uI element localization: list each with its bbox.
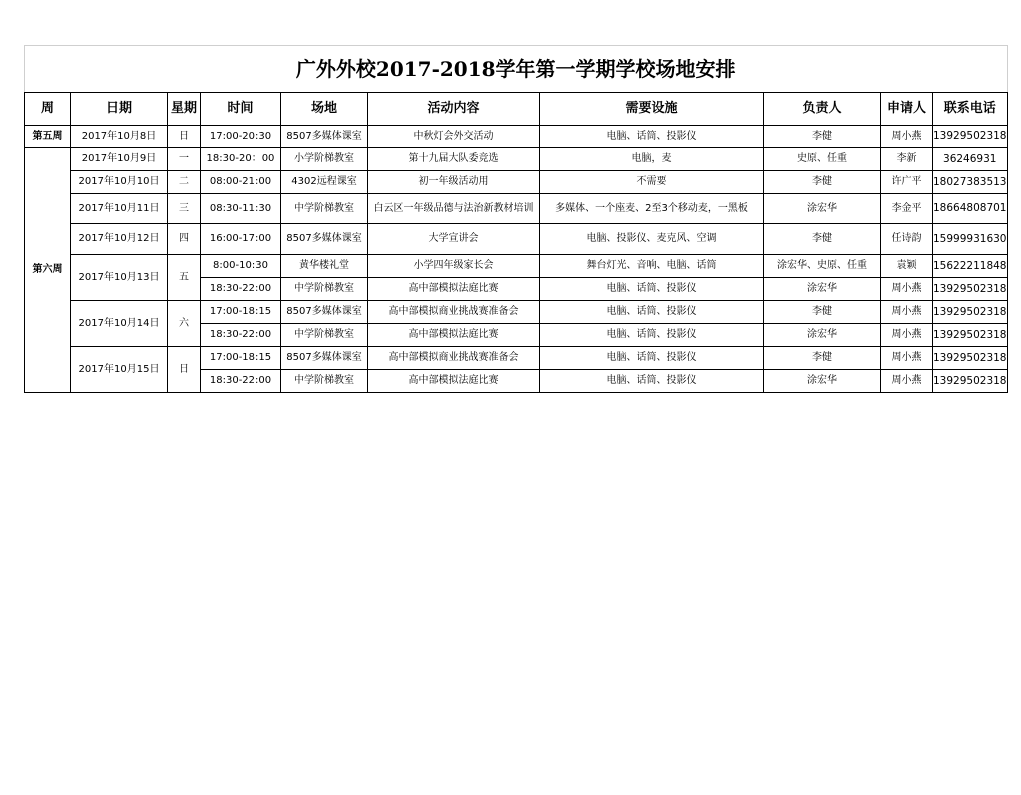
weekday-cell: 六: [168, 301, 201, 347]
table-row: [25, 224, 1008, 255]
manager-cell: 李健: [764, 347, 881, 370]
activity-cell: 白云区一年级品德与法治新教材培训: [368, 194, 540, 224]
manager-cell: 涂宏华: [764, 324, 881, 347]
col-header-phone: 联系电话: [933, 93, 1008, 126]
venue-cell: 4302远程课室: [281, 171, 368, 194]
facilities-cell: 多媒体、一个座麦、2至3个移动麦，一黑板: [540, 194, 764, 224]
activity-cell: 高中部模拟法庭比赛: [368, 324, 540, 347]
venue-cell: 8507多媒体课室: [281, 347, 368, 370]
applicant-cell: 周小燕: [881, 278, 933, 301]
manager-cell: 李健: [764, 171, 881, 194]
facilities-cell: 电脑、话筒、投影仪: [540, 278, 764, 301]
facilities-cell: 电脑、话筒、投影仪: [540, 126, 764, 148]
weekday-cell: 三: [168, 194, 201, 224]
venue-cell: 小学阶梯教室: [281, 148, 368, 171]
manager-cell: 史原、任重: [764, 148, 881, 171]
activity-cell: 高中部模拟法庭比赛: [368, 278, 540, 301]
time-cell: 18:30-22:00: [201, 324, 281, 347]
activity-cell: 大学宣讲会: [368, 224, 540, 255]
col-header-manager: 负责人: [764, 93, 881, 126]
applicant-cell: 周小燕: [881, 370, 933, 393]
phone-cell: 18027383513: [933, 171, 1008, 194]
manager-cell: 李健: [764, 301, 881, 324]
manager-cell: 涂宏华: [764, 194, 881, 224]
page-title: 广外外校2017-2018学年第一学期学校场地安排: [25, 46, 1008, 93]
facilities-cell: 电脑、话筒、投影仪: [540, 347, 764, 370]
facilities-cell: 不需要: [540, 171, 764, 194]
table-row: [25, 347, 1008, 370]
venue-cell: 中学阶梯教室: [281, 370, 368, 393]
activity-cell: 初一年级活动用: [368, 171, 540, 194]
week-cell: 第五周: [25, 126, 71, 148]
phone-cell: 13929502318: [933, 301, 1008, 324]
phone-cell: 15622211848: [933, 255, 1008, 278]
date-cell: 2017年10月8日: [71, 126, 168, 148]
table-row: [25, 171, 1008, 194]
manager-cell: 涂宏华: [764, 278, 881, 301]
weekday-cell: 四: [168, 224, 201, 255]
date-cell: 2017年10月10日: [71, 171, 168, 194]
applicant-cell: 袁颖: [881, 255, 933, 278]
venue-cell: 8507多媒体课室: [281, 301, 368, 324]
time-cell: 17:00-20:30: [201, 126, 281, 148]
time-cell: 17:00-18:15: [201, 347, 281, 370]
facilities-cell: 电脑、话筒、投影仪: [540, 324, 764, 347]
col-header-applicant: 申请人: [881, 93, 933, 126]
venue-cell: 中学阶梯教室: [281, 278, 368, 301]
col-header-week: 周: [25, 93, 71, 126]
applicant-cell: 许广平: [881, 171, 933, 194]
phone-cell: 13929502318: [933, 347, 1008, 370]
weekday-cell: 五: [168, 255, 201, 301]
manager-cell: 涂宏华、史原、任重: [764, 255, 881, 278]
applicant-cell: 周小燕: [881, 324, 933, 347]
header-row: [25, 93, 1008, 126]
facilities-cell: 电脑、投影仪、麦克风、空调: [540, 224, 764, 255]
table-row: [25, 194, 1008, 224]
schedule-sheet: [24, 45, 1008, 393]
manager-cell: 涂宏华: [764, 370, 881, 393]
activity-cell: 高中部模拟商业挑战赛准备会: [368, 347, 540, 370]
manager-cell: 李健: [764, 126, 881, 148]
time-cell: 18:30-20：00: [201, 148, 281, 171]
venue-cell: 8507多媒体课室: [281, 126, 368, 148]
col-header-time: 时间: [201, 93, 281, 126]
manager-cell: 李健: [764, 224, 881, 255]
date-cell: 2017年10月9日: [71, 148, 168, 171]
venue-schedule-table: [24, 45, 1008, 393]
venue-cell: 黄华楼礼堂: [281, 255, 368, 278]
activity-cell: 第十九届大队委竞选: [368, 148, 540, 171]
venue-cell: 中学阶梯教室: [281, 324, 368, 347]
week-cell: 第六周: [25, 148, 71, 393]
facilities-cell: 舞台灯光、音响、电脑、话筒: [540, 255, 764, 278]
date-cell: 2017年10月15日: [71, 347, 168, 393]
col-header-venue: 场地: [281, 93, 368, 126]
table-row: [25, 255, 1008, 278]
phone-cell: 18664808701: [933, 194, 1008, 224]
col-header-activity: 活动内容: [368, 93, 540, 126]
phone-cell: 15999931630: [933, 224, 1008, 255]
weekday-cell: 日: [168, 126, 201, 148]
time-cell: 17:00-18:15: [201, 301, 281, 324]
date-cell: 2017年10月13日: [71, 255, 168, 301]
date-cell: 2017年10月14日: [71, 301, 168, 347]
time-cell: 08:00-21:00: [201, 171, 281, 194]
activity-cell: 高中部模拟商业挑战赛准备会: [368, 301, 540, 324]
weekday-cell: 一: [168, 148, 201, 171]
time-cell: 18:30-22:00: [201, 278, 281, 301]
col-header-weekday: 星期: [168, 93, 201, 126]
table-row: [25, 301, 1008, 324]
applicant-cell: 李金平: [881, 194, 933, 224]
time-cell: 18:30-22:00: [201, 370, 281, 393]
table-row: [25, 126, 1008, 148]
venue-cell: 中学阶梯教室: [281, 194, 368, 224]
applicant-cell: 任诗韵: [881, 224, 933, 255]
facilities-cell: 电脑，麦: [540, 148, 764, 171]
phone-cell: 36246931: [933, 148, 1008, 171]
applicant-cell: 李新: [881, 148, 933, 171]
time-cell: 8:00-10:30: [201, 255, 281, 278]
facilities-cell: 电脑、话筒、投影仪: [540, 301, 764, 324]
date-cell: 2017年10月12日: [71, 224, 168, 255]
applicant-cell: 周小燕: [881, 301, 933, 324]
table-row: [25, 148, 1008, 171]
weekday-cell: 二: [168, 171, 201, 194]
applicant-cell: 周小燕: [881, 347, 933, 370]
col-header-date: 日期: [71, 93, 168, 126]
time-cell: 08:30-11:30: [201, 194, 281, 224]
col-header-facilities: 需要设施: [540, 93, 764, 126]
time-cell: 16:00-17:00: [201, 224, 281, 255]
phone-cell: 13929502318: [933, 126, 1008, 148]
venue-cell: 8507多媒体课室: [281, 224, 368, 255]
phone-cell: 13929502318: [933, 324, 1008, 347]
phone-cell: 13929502318: [933, 278, 1008, 301]
applicant-cell: 周小燕: [881, 126, 933, 148]
activity-cell: 高中部模拟法庭比赛: [368, 370, 540, 393]
activity-cell: 小学四年级家长会: [368, 255, 540, 278]
phone-cell: 13929502318: [933, 370, 1008, 393]
facilities-cell: 电脑、话筒、投影仪: [540, 370, 764, 393]
weekday-cell: 日: [168, 347, 201, 393]
activity-cell: 中秋灯会外交活动: [368, 126, 540, 148]
date-cell: 2017年10月11日: [71, 194, 168, 224]
